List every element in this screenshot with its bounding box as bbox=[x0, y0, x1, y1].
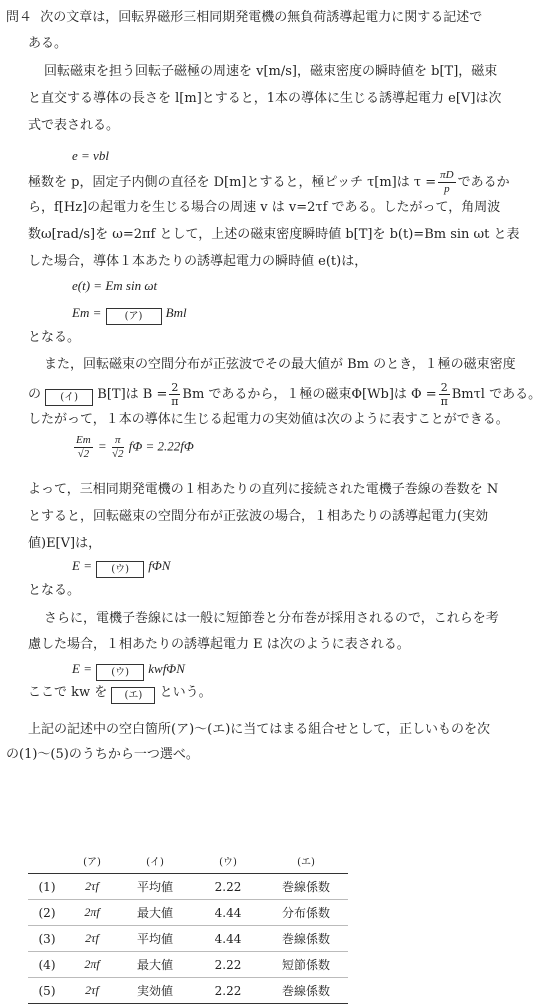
equation-E2-right: kwfΦN bbox=[148, 661, 185, 676]
paragraph-2-text-a: 極数を p，固定子内側の直径を D[m]とすると，極ピッチ τ[m]は τ = bbox=[28, 175, 437, 190]
naru-2: となる。 bbox=[28, 583, 81, 598]
paragraph-2-text-b: であるか bbox=[457, 175, 510, 190]
equals-sign: = bbox=[97, 438, 107, 454]
table-cell: (4) bbox=[28, 952, 66, 978]
fraction-numerator: 2 bbox=[440, 381, 448, 394]
equation-em bbox=[72, 304, 187, 325]
answer-table bbox=[28, 847, 348, 1004]
answer-row-1[interactable] bbox=[28, 874, 348, 900]
two-over-pi-fraction bbox=[169, 381, 180, 408]
table-cell: (3) bbox=[28, 926, 66, 952]
paragraph-4-line-1: よって，三相同期発電機の１相あたりの直列に接続された電機子巻線の巻数を N bbox=[28, 482, 499, 497]
answer-row-5[interactable] bbox=[28, 978, 348, 1004]
paragraph-3-text-b: B[T]は B = bbox=[97, 387, 168, 402]
fraction-numerator: 2 bbox=[171, 381, 179, 394]
paragraph-3-line-1: また，回転磁束の空間分布が正弦波でその最大値が Bm のとき，１極の磁束密度 bbox=[44, 357, 516, 372]
table-cell: 2τf bbox=[66, 978, 118, 1004]
equation-E2 bbox=[72, 660, 185, 681]
paragraph-3-text-a: の bbox=[28, 387, 42, 402]
question-ask-line-1: 上記の記述中の空白箇所(ア)～(エ)に当てはまる組合せとして，正しいものを次 bbox=[28, 722, 491, 737]
table-cell: 2.22 bbox=[192, 952, 264, 978]
equation-E1 bbox=[72, 557, 170, 578]
paragraph-3-line-3: したがって，１本の導体に生じる起電力の実効値は次のように表すことができる。 bbox=[28, 412, 509, 427]
table-cell: 2πf bbox=[66, 900, 118, 926]
table-cell: 2.22 bbox=[192, 978, 264, 1004]
table-cell: 平均値 bbox=[118, 874, 192, 900]
header-cell: (エ) bbox=[264, 847, 348, 874]
paragraph-1-line-2: と直交する導体の長さを l[m]とすると，1本の導体に生じる誘導起電力 e[V]は次 bbox=[28, 91, 502, 106]
table-cell: 4.44 bbox=[192, 926, 264, 952]
rms-fraction-2 bbox=[112, 434, 124, 461]
paragraph-2-line-1 bbox=[28, 169, 510, 196]
table-cell: 4.44 bbox=[192, 900, 264, 926]
table-cell: 2τf bbox=[66, 874, 118, 900]
table-cell: 最大値 bbox=[118, 952, 192, 978]
fraction-denominator: π bbox=[171, 395, 179, 408]
table-cell: 分布係数 bbox=[264, 900, 348, 926]
header-cell: (ア) bbox=[66, 847, 118, 874]
equation-et: e(t) = Em sin ωt bbox=[72, 278, 158, 293]
equation-rms bbox=[72, 434, 194, 461]
fraction-numerator: π bbox=[112, 434, 124, 448]
fraction-numerator: πD bbox=[440, 169, 454, 181]
rms-fraction-1 bbox=[74, 434, 93, 461]
intro-text-2: ある。 bbox=[28, 36, 68, 51]
equation-E1-right: fΦN bbox=[148, 558, 171, 573]
table-cell: 実効値 bbox=[118, 978, 192, 1004]
table-cell: (1) bbox=[28, 874, 66, 900]
fraction-denominator: p bbox=[444, 183, 450, 195]
table-cell: 最大値 bbox=[118, 900, 192, 926]
table-cell: (5) bbox=[28, 978, 66, 1004]
equation-E1-left: E = bbox=[72, 558, 92, 573]
header-cell: (イ) bbox=[118, 847, 192, 874]
naru-1: となる。 bbox=[28, 330, 81, 345]
table-cell: 2πf bbox=[66, 952, 118, 978]
header-cell bbox=[28, 847, 66, 874]
table-cell: 巻線係数 bbox=[264, 926, 348, 952]
table-cell: 平均値 bbox=[118, 926, 192, 952]
paragraph-2-line-3: 数ω[rad/s]を ω=2πf として，上述の磁束密度瞬時値 b[T]を b(t)=Bm sin ωt と表 bbox=[28, 227, 520, 242]
header-cell: (ウ) bbox=[192, 847, 264, 874]
paragraph-4-line-3: 値)E[V]は， bbox=[28, 536, 102, 551]
question-ask-line-2: の(1)～(5)のうちから一つ選べ。 bbox=[6, 747, 199, 762]
blank-c-box-2: (ウ) bbox=[96, 664, 144, 681]
equation-em-right: Bml bbox=[165, 305, 187, 320]
table-cell: (2) bbox=[28, 900, 66, 926]
answer-row-4[interactable] bbox=[28, 952, 348, 978]
paragraph-5-line-2: 慮した場合，１相あたりの誘導起電力 E は次のように表される。 bbox=[28, 637, 410, 652]
paragraph-5-line-1: さらに，電機子巻線には一般に短節巻と分布巻が採用されるので，これらを考 bbox=[44, 611, 499, 626]
fraction-numerator: Em bbox=[76, 434, 91, 446]
fraction-denominator: √2 bbox=[111, 448, 124, 460]
blank-b-box: (イ) bbox=[45, 389, 93, 406]
equation-E2-left: E = bbox=[72, 661, 92, 676]
fraction-denominator: √2 bbox=[77, 448, 90, 460]
question-line-1 bbox=[6, 9, 482, 27]
paragraph-5-line-3 bbox=[28, 684, 212, 704]
blank-d-box: (エ) bbox=[111, 687, 155, 704]
pole-pitch-fraction bbox=[438, 169, 455, 196]
fraction-denominator: π bbox=[440, 395, 448, 408]
table-cell: 短節係数 bbox=[264, 952, 348, 978]
equation-em-left: Em = bbox=[72, 305, 102, 320]
table-cell: 巻線係数 bbox=[264, 978, 348, 1004]
paragraph-5-text-a: ここで kw を bbox=[28, 685, 108, 700]
paragraph-3-text-c: Bm であるから，１極の磁束Φ[Wb]は Φ = bbox=[182, 387, 437, 402]
blank-c-box: (ウ) bbox=[96, 561, 144, 578]
table-cell: 2.22 bbox=[192, 874, 264, 900]
table-cell: 巻線係数 bbox=[264, 874, 348, 900]
answer-row-3[interactable] bbox=[28, 926, 348, 952]
paragraph-1-line-1: 回転磁束を担う回転子磁極の周速を v[m/s]，磁束密度の瞬時値を b[T]，磁束 bbox=[44, 64, 498, 79]
blank-a-box: (ア) bbox=[106, 308, 162, 325]
paragraph-3-text-d: Bmτl である。 bbox=[451, 387, 542, 402]
equation-e: e = vbl bbox=[72, 148, 109, 163]
paragraph-2-line-4: した場合，導体１本あたりの誘導起電力の瞬時値 e(t)は， bbox=[28, 254, 368, 269]
two-over-pi-fraction-2 bbox=[439, 381, 450, 408]
paragraph-2-line-2: ら，f[Hz]の起電力を生じる場合の周速 v は v=2τf である。したがって，角周波 bbox=[28, 200, 501, 215]
equation-rms-right: fΦ = 2.22fΦ bbox=[128, 438, 194, 454]
table-cell: 2τf bbox=[66, 926, 118, 952]
answer-table-header bbox=[28, 847, 348, 874]
paragraph-5-text-b: という。 bbox=[159, 685, 212, 700]
paragraph-4-line-2: とすると，回転磁束の空間分布が正弦波の場合，１相あたりの誘導起電力(実効 bbox=[28, 509, 489, 524]
paragraph-1-line-3: 式で表される。 bbox=[28, 118, 120, 133]
answer-row-2[interactable] bbox=[28, 900, 348, 926]
paragraph-3-line-2 bbox=[28, 381, 541, 408]
intro-text: 次の文章は，回転界磁形三相同期発電機の無負荷誘導起電力に関する記述で bbox=[40, 10, 483, 25]
question-label: 問４ bbox=[6, 10, 33, 25]
